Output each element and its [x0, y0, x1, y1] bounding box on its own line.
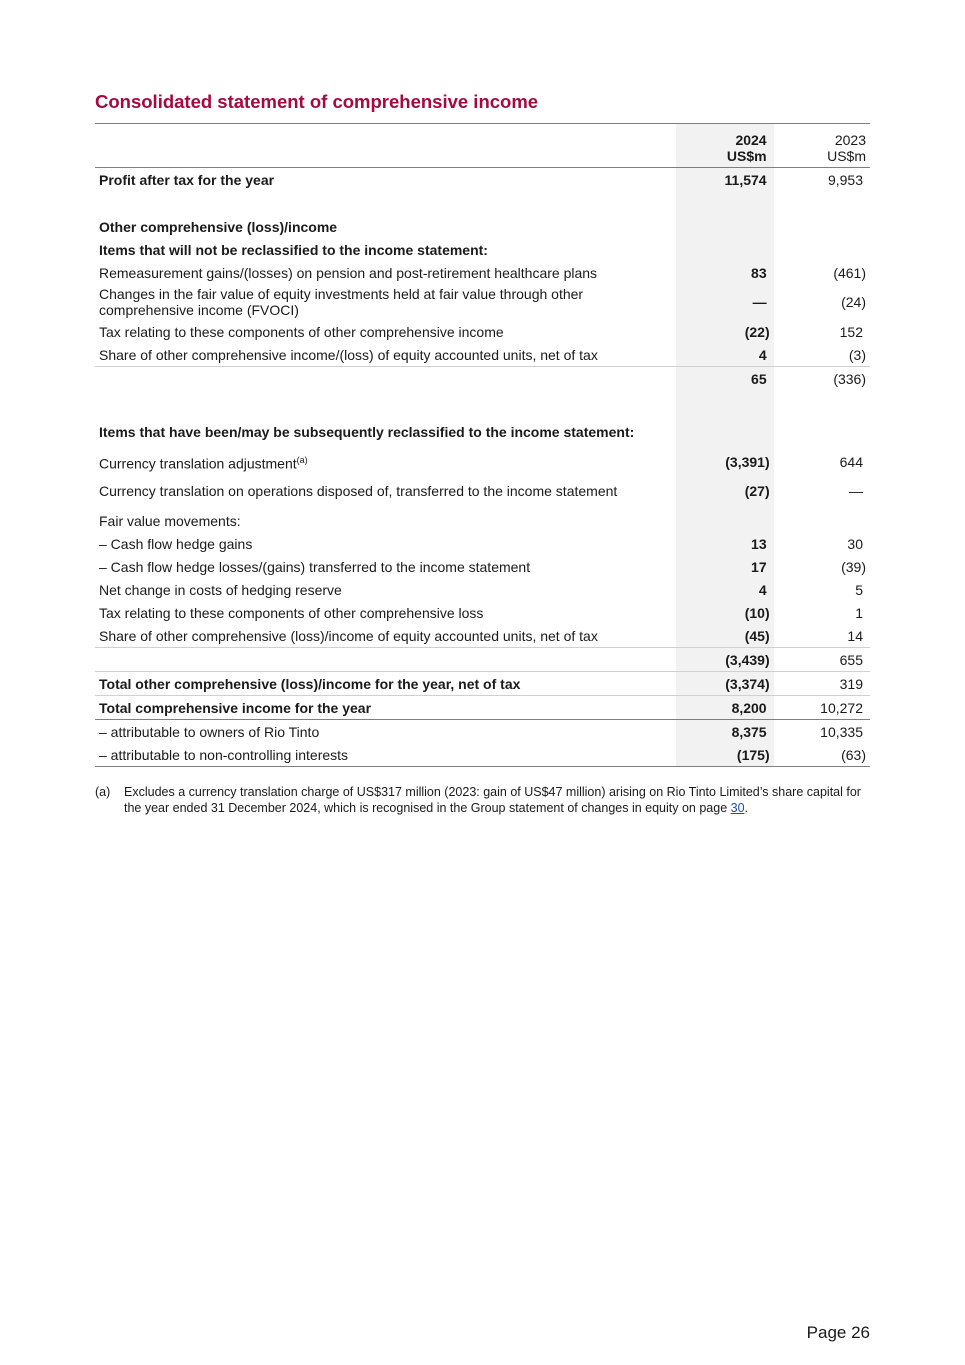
- footnote-key: (a): [95, 785, 111, 799]
- table-row: Profit after tax for the year 11,574 9,953: [95, 168, 870, 192]
- footnote: (a) Excludes a currency translation charge of US$317 million (2023: gain of US$47 million) arising on Rio Tinto Limited’s share capital for the year ended 31 December 2024, which is recognised in the Group statement of changes in equity on page 30.: [95, 785, 861, 815]
- subtotal-row: (3,439) 655: [95, 648, 870, 672]
- table-row: Changes in the fair value of equity investments held at fair value through other comprehensive income (FVOCI) — (24): [99, 286, 866, 318]
- footnote-marker: (a): [296, 454, 308, 465]
- table-row: – Cash flow hedge losses/(gains) transferred to the income statement 17 (39): [95, 555, 870, 578]
- table-row: – Cash flow hedge gains 13 30: [95, 532, 870, 555]
- table-row: – attributable to owners of Rio Tinto 8,375 10,335: [95, 720, 870, 744]
- column-header-2024: 2024 US$m: [676, 124, 773, 168]
- table-row: Tax relating to these components of other comprehensive loss (10) 1: [95, 601, 870, 624]
- table-row: Net change in costs of hedging reserve 4 5: [95, 578, 870, 601]
- total-row: Total other comprehensive (loss)/income for the year, net of tax (3,374) 319: [95, 672, 870, 696]
- table-row: Remeasurement gains/(losses) on pension and post-retirement healthcare plans 83 (461): [95, 261, 870, 284]
- table-row: Currency translation on operations disposed of, transferred to the income statement (27) —: [95, 473, 870, 509]
- section-heading: Items that will not be reclassified to the income statement:: [95, 238, 870, 261]
- page-link[interactable]: 30: [730, 801, 745, 815]
- footnote-text: Excludes a currency translation charge of US$317 million (2023: gain of US$47 million) arising on Rio Tinto Limited’s share capital for the year ended 31 December 2024, which is recognised in the Group statement of changes in equity on page: [124, 785, 861, 815]
- section-heading: Fair value movements:: [95, 509, 870, 532]
- income-statement-table: [95, 123, 870, 767]
- table-row: Share of other comprehensive (loss)/income of equity accounted units, net of tax (45) 14: [95, 624, 870, 648]
- table-row: Currency translation adjustment$^{(a)}$ (3,391) 644: [95, 450, 870, 473]
- page-number: Page 26: [806, 1323, 870, 1342]
- section-heading: Other comprehensive (loss)/income: [95, 215, 870, 238]
- column-header-2023: 2023 US$m: [774, 124, 870, 168]
- table-row: – attributable to non-controlling interests (175) (63): [95, 743, 870, 767]
- table-row: Tax relating to these components of other comprehensive income (22) 152: [95, 320, 870, 343]
- table-row: Share of other comprehensive income/(loss) of equity accounted units, net of tax 4 (3): [95, 343, 870, 367]
- section-heading: Items that have been/may be subsequently reclassified to the income statement:: [95, 414, 870, 450]
- column-header-row: [95, 124, 870, 168]
- subtotal-row: 65 (336): [95, 367, 870, 391]
- page-title: Consolidated statement of comprehensive income: [95, 91, 539, 112]
- total-row: Total comprehensive income for the year 8,200 10,272: [95, 696, 870, 720]
